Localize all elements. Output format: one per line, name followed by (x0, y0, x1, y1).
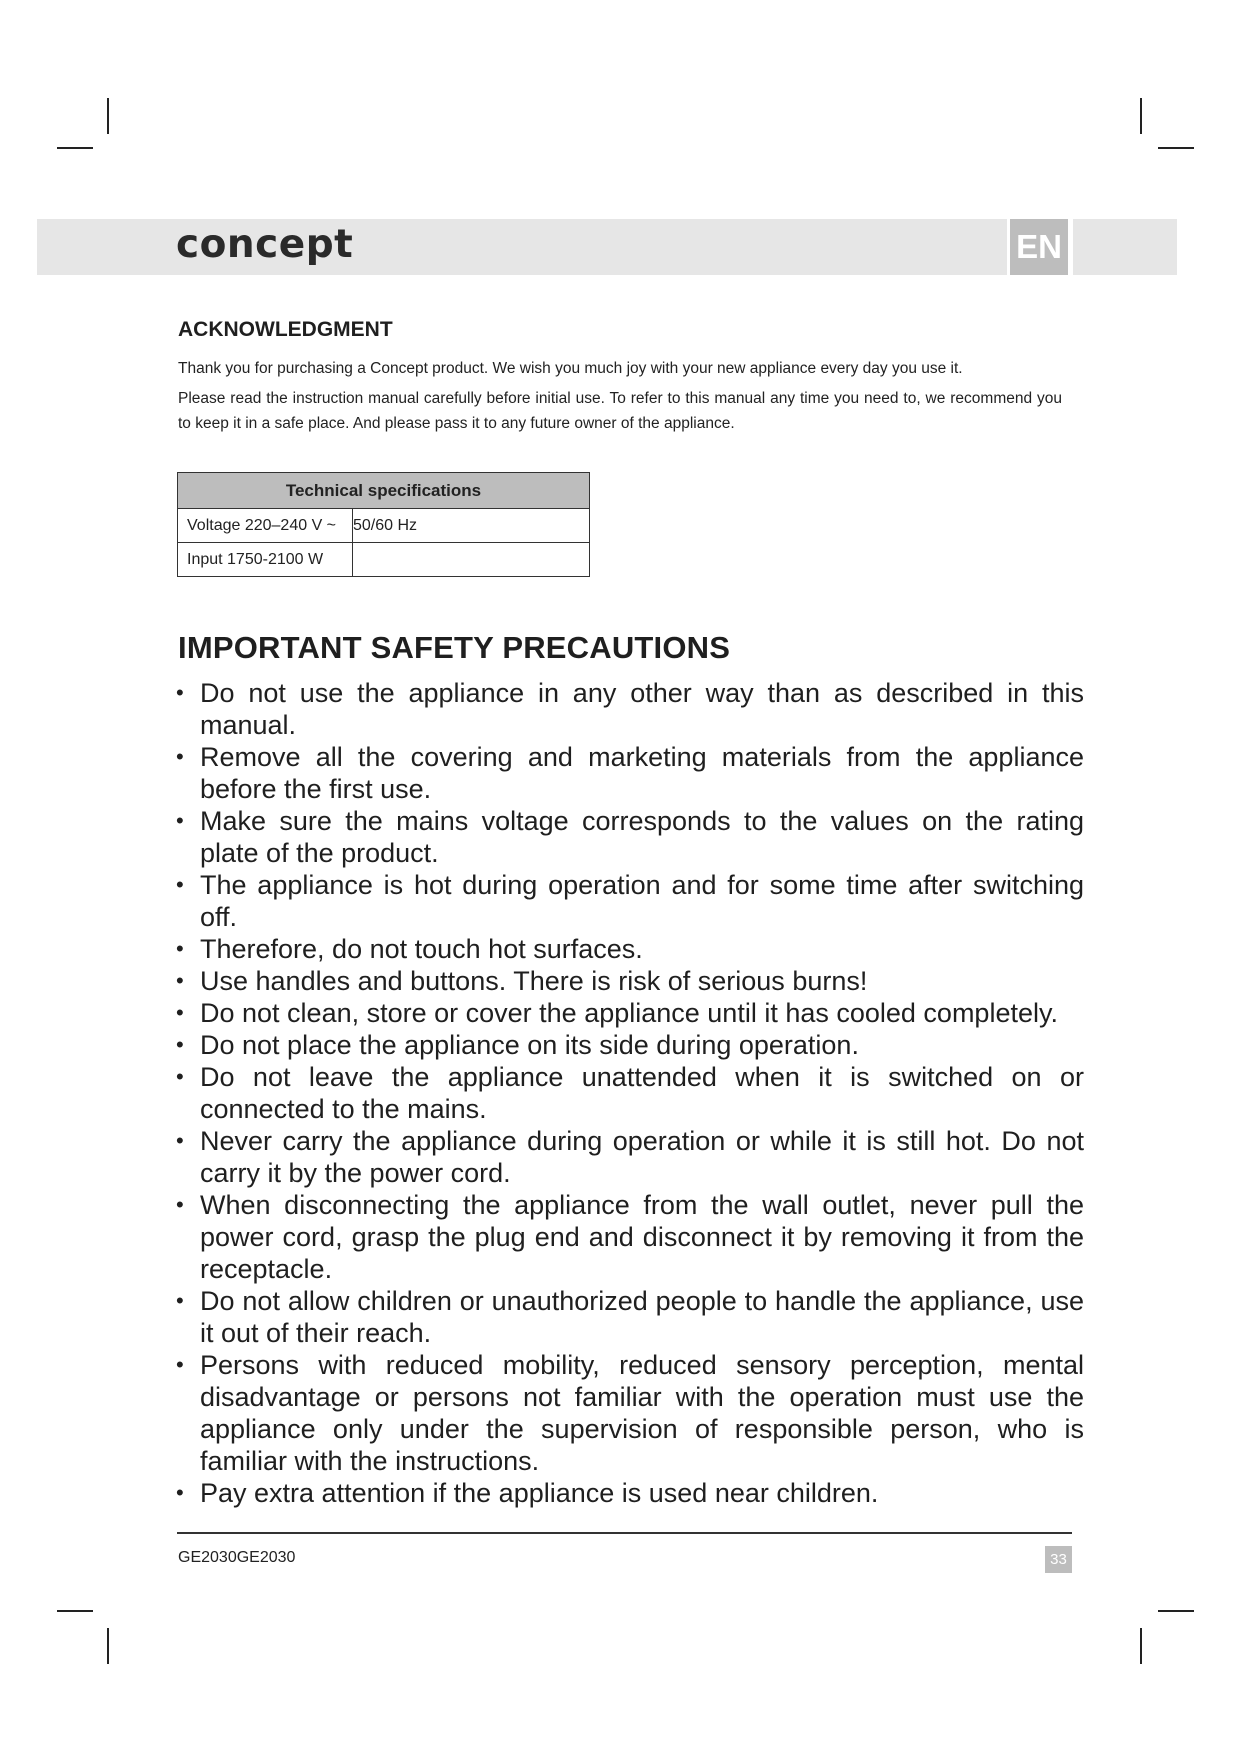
list-item (176, 1285, 1084, 1349)
acknowledgment-paragraph-2: Please read the instruction manual carefully before initial use. To refer to this manual any time you need to, we recommend you to keep it in a safe place. And please pass it to any future owner of the appliance. (178, 390, 1062, 432)
list-item-text: Do not leave the appliance unattended when it is switched on or connected to the mains. (200, 1062, 1084, 1124)
bullet-icon: • (176, 1128, 184, 1153)
list-item (176, 1349, 1084, 1477)
list-item (176, 869, 1084, 933)
list-item-text: Never carry the appliance during operation or while it is still hot. Do not carry it by the power cord. (200, 1126, 1084, 1188)
list-item-text: Remove all the covering and marketing materials from the appliance before the first use. (200, 742, 1084, 804)
bullet-icon: • (176, 1352, 184, 1377)
list-item-text: Pay extra attention if the appliance is used near children. (200, 1478, 879, 1508)
specs-cell-value (353, 543, 590, 577)
specs-row (178, 543, 590, 577)
list-item-text: Do not place the appliance on its side during operation. (200, 1030, 859, 1060)
list-item-text: When disconnecting the appliance from the wall outlet, never pull the power cord, grasp the plug end and disconnect it by removing it from the receptacle. (200, 1190, 1084, 1284)
list-item-text: Do not allow children or unauthorized people to handle the appliance, use it out of their reach. (200, 1286, 1084, 1348)
brand-logo: concept (176, 222, 354, 267)
specs-row (178, 509, 590, 543)
list-item (176, 1125, 1084, 1189)
footer-model-number: GE2030GE2030 (178, 1549, 296, 1566)
crop-mark (107, 1628, 109, 1664)
bullet-icon: • (176, 680, 184, 705)
specs-table-header: Technical specifications (178, 473, 590, 509)
bullet-icon: • (176, 968, 184, 993)
list-item (176, 677, 1084, 741)
specs-cell-label: Voltage 220–240 V ~ (178, 509, 353, 543)
page-number: 33 (1045, 1546, 1072, 1573)
list-item-text: The appliance is hot during operation and for some time after switching off. (200, 870, 1084, 932)
list-item-text: Persons with reduced mobility, reduced sensory perception, mental disadvantage or persons not familiar with the operation must use the appliance only under the supervision of responsible person, who is familiar with the instructions. (200, 1350, 1084, 1476)
bullet-icon: • (176, 936, 184, 961)
bullet-icon: • (176, 808, 184, 833)
specs-cell-label: Input 1750-2100 W (178, 543, 353, 577)
technical-specifications-table (177, 472, 590, 577)
list-item-text: Use handles and buttons. There is risk of serious burns! (200, 966, 868, 996)
acknowledgment-title: ACKNOWLEDGMENT (178, 318, 393, 341)
bullet-icon: • (176, 744, 184, 769)
bullet-icon: • (176, 1480, 184, 1505)
list-item (176, 933, 1084, 965)
list-item-text: Therefore, do not touch hot surfaces. (200, 934, 643, 964)
crop-mark (1158, 147, 1194, 149)
acknowledgment-paragraph-1: Thank you for purchasing a Concept product. We wish you much joy with your new appliance every day you use it. (178, 360, 963, 377)
list-item-text: Make sure the mains voltage corresponds to the values on the rating plate of the product. (200, 806, 1084, 868)
safety-title: IMPORTANT SAFETY PRECAUTIONS (178, 630, 731, 665)
list-item (176, 997, 1084, 1029)
bullet-icon: • (176, 1032, 184, 1057)
specs-cell-value: 50/60 Hz (353, 509, 590, 543)
bullet-icon: • (176, 1288, 184, 1313)
crop-mark (1140, 98, 1142, 134)
crop-mark (1158, 1610, 1194, 1612)
list-item (176, 1061, 1084, 1125)
list-item (176, 965, 1084, 997)
bullet-icon: • (176, 872, 184, 897)
bullet-icon: • (176, 1000, 184, 1025)
list-item-text: Do not clean, store or cover the appliance until it has cooled completely. (200, 998, 1058, 1028)
list-item-text: Do not use the appliance in any other way than as described in this manual. (200, 678, 1084, 740)
footer-rule (177, 1532, 1072, 1534)
list-item (176, 1029, 1084, 1061)
crop-mark (57, 147, 93, 149)
bullet-icon: • (176, 1064, 184, 1089)
crop-mark (57, 1610, 93, 1612)
header-band-tail (1073, 219, 1177, 275)
bullet-icon: • (176, 1192, 184, 1217)
crop-mark (107, 98, 109, 134)
language-badge: EN (1010, 219, 1068, 275)
list-item (176, 1477, 1084, 1509)
crop-mark (1140, 1628, 1142, 1664)
safety-list (176, 677, 1084, 1509)
list-item (176, 741, 1084, 805)
list-item (176, 805, 1084, 869)
list-item (176, 1189, 1084, 1285)
